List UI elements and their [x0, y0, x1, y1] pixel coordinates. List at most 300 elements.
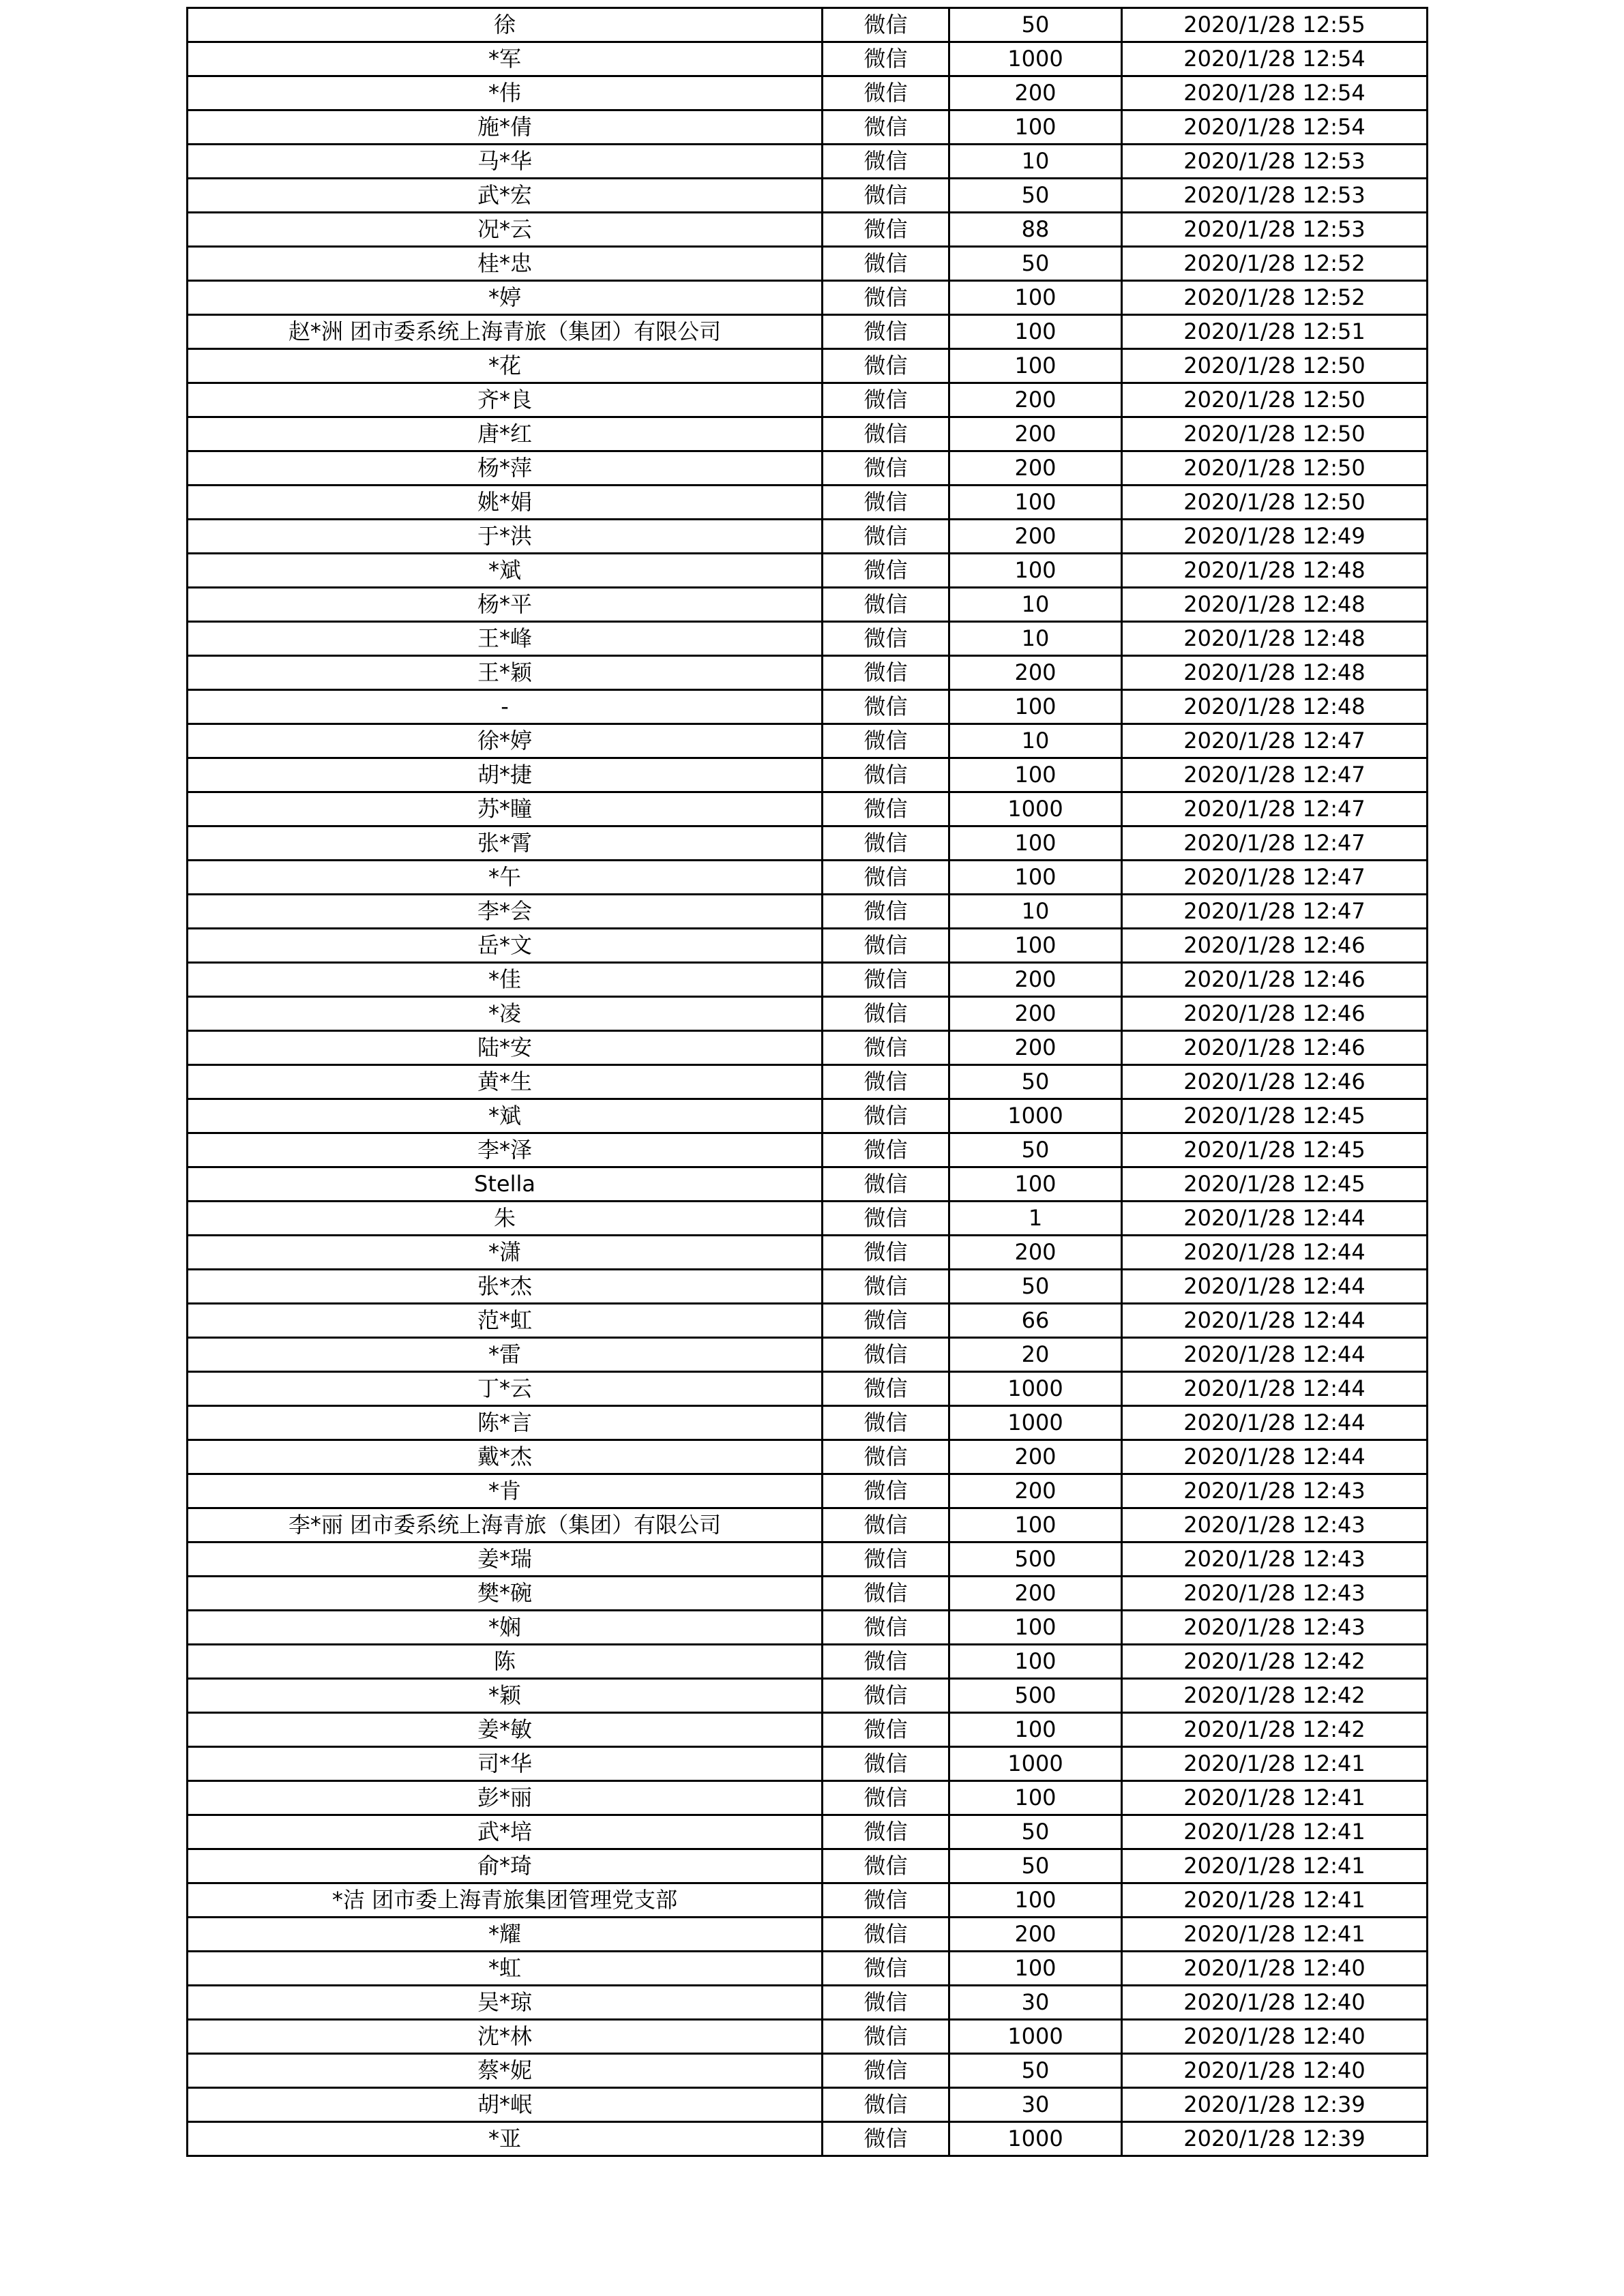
donor-name-cell: 戴*杰 — [188, 1440, 823, 1474]
table-row — [188, 2054, 1428, 2088]
table-row — [188, 8, 1428, 42]
donor-name-cell: 杨*平 — [188, 588, 823, 622]
donation-amount-cell: 100 — [949, 1952, 1122, 1986]
donor-name-cell: *虹 — [188, 1952, 823, 1986]
payment-method-cell: 微信 — [823, 1474, 949, 1508]
table-row — [188, 1440, 1428, 1474]
donation-amount-cell: 30 — [949, 2088, 1122, 2122]
donor-name-cell: 岳*文 — [188, 929, 823, 963]
donation-amount-cell: 100 — [949, 929, 1122, 963]
payment-method-cell: 微信 — [823, 724, 949, 758]
donation-time-cell: 2020/1/28 12:44 — [1122, 1406, 1428, 1440]
payment-method-cell: 微信 — [823, 1099, 949, 1133]
donation-time-cell: 2020/1/28 12:42 — [1122, 1713, 1428, 1747]
table-row — [188, 1372, 1428, 1406]
donation-amount-cell: 50 — [949, 2054, 1122, 2088]
payment-method-cell: 微信 — [823, 1202, 949, 1236]
donor-name-cell: *亚 — [188, 2122, 823, 2156]
donation-time-cell: 2020/1/28 12:43 — [1122, 1577, 1428, 1611]
payment-method-cell: 微信 — [823, 1645, 949, 1679]
donor-name-cell: 陆*安 — [188, 1031, 823, 1065]
payment-method-cell: 微信 — [823, 1304, 949, 1338]
donation-amount-cell: 88 — [949, 213, 1122, 247]
donation-table-body — [188, 8, 1428, 2156]
donation-amount-cell: 50 — [949, 1065, 1122, 1099]
donor-name-cell: *斌 — [188, 1099, 823, 1133]
donation-amount-cell: 1000 — [949, 1099, 1122, 1133]
table-row — [188, 1508, 1428, 1542]
table-row — [188, 656, 1428, 690]
donation-time-cell: 2020/1/28 12:41 — [1122, 1918, 1428, 1952]
donation-amount-cell: 200 — [949, 997, 1122, 1031]
donor-name-cell: *佳 — [188, 963, 823, 997]
donation-amount-cell: 200 — [949, 1577, 1122, 1611]
table-row — [188, 1747, 1428, 1781]
donation-time-cell: 2020/1/28 12:46 — [1122, 1031, 1428, 1065]
donation-time-cell: 2020/1/28 12:42 — [1122, 1645, 1428, 1679]
payment-method-cell: 微信 — [823, 1338, 949, 1372]
donation-time-cell: 2020/1/28 12:47 — [1122, 792, 1428, 826]
donation-time-cell: 2020/1/28 12:40 — [1122, 1986, 1428, 2020]
donation-time-cell: 2020/1/28 12:48 — [1122, 690, 1428, 724]
donation-amount-cell: 10 — [949, 622, 1122, 656]
donor-name-cell: 胡*捷 — [188, 758, 823, 792]
table-row — [188, 1338, 1428, 1372]
table-row — [188, 486, 1428, 520]
donor-name-cell: *耀 — [188, 1918, 823, 1952]
donor-name-cell: 姚*娟 — [188, 486, 823, 520]
donor-name-cell: 于*洪 — [188, 520, 823, 554]
donor-name-cell: *雷 — [188, 1338, 823, 1372]
table-row — [188, 1952, 1428, 1986]
donation-amount-cell: 100 — [949, 1508, 1122, 1542]
donation-time-cell: 2020/1/28 12:44 — [1122, 1270, 1428, 1304]
payment-method-cell: 微信 — [823, 1781, 949, 1815]
table-row — [188, 1031, 1428, 1065]
donation-time-cell: 2020/1/28 12:52 — [1122, 281, 1428, 315]
donation-amount-cell: 100 — [949, 281, 1122, 315]
donor-name-cell: 武*宏 — [188, 179, 823, 213]
donation-time-cell: 2020/1/28 12:44 — [1122, 1372, 1428, 1406]
donation-time-cell: 2020/1/28 12:47 — [1122, 861, 1428, 895]
donation-amount-cell: 10 — [949, 895, 1122, 929]
payment-method-cell: 微信 — [823, 690, 949, 724]
donation-time-cell: 2020/1/28 12:50 — [1122, 417, 1428, 451]
payment-method-cell: 微信 — [823, 929, 949, 963]
payment-method-cell: 微信 — [823, 963, 949, 997]
donation-amount-cell: 1000 — [949, 2122, 1122, 2156]
donation-amount-cell: 100 — [949, 1713, 1122, 1747]
donation-amount-cell: 50 — [949, 1849, 1122, 1883]
donation-time-cell: 2020/1/28 12:43 — [1122, 1508, 1428, 1542]
donor-name-cell: 唐*红 — [188, 417, 823, 451]
donor-name-cell: *颖 — [188, 1679, 823, 1713]
table-row — [188, 1304, 1428, 1338]
donation-amount-cell: 1 — [949, 1202, 1122, 1236]
donation-time-cell: 2020/1/28 12:40 — [1122, 2020, 1428, 2054]
payment-method-cell: 微信 — [823, 213, 949, 247]
donation-time-cell: 2020/1/28 12:49 — [1122, 520, 1428, 554]
donor-name-cell: 陈*言 — [188, 1406, 823, 1440]
donor-name-cell: 陈 — [188, 1645, 823, 1679]
payment-method-cell: 微信 — [823, 145, 949, 179]
donation-amount-cell: 100 — [949, 1611, 1122, 1645]
donation-time-cell: 2020/1/28 12:42 — [1122, 1679, 1428, 1713]
payment-method-cell: 微信 — [823, 281, 949, 315]
donation-time-cell: 2020/1/28 12:44 — [1122, 1440, 1428, 1474]
table-row — [188, 110, 1428, 145]
donor-name-cell: 况*云 — [188, 213, 823, 247]
donation-amount-cell: 100 — [949, 1167, 1122, 1202]
table-row — [188, 383, 1428, 417]
table-row — [188, 588, 1428, 622]
table-row — [188, 247, 1428, 281]
payment-method-cell: 微信 — [823, 861, 949, 895]
table-row — [188, 963, 1428, 997]
payment-method-cell: 微信 — [823, 1713, 949, 1747]
donation-time-cell: 2020/1/28 12:41 — [1122, 1747, 1428, 1781]
donation-amount-cell: 50 — [949, 179, 1122, 213]
donation-time-cell: 2020/1/28 12:47 — [1122, 758, 1428, 792]
payment-method-cell: 微信 — [823, 1577, 949, 1611]
donation-time-cell: 2020/1/28 12:50 — [1122, 349, 1428, 383]
donor-name-cell: 司*华 — [188, 1747, 823, 1781]
donation-time-cell: 2020/1/28 12:50 — [1122, 486, 1428, 520]
payment-method-cell: 微信 — [823, 1952, 949, 1986]
table-row — [188, 792, 1428, 826]
payment-method-cell: 微信 — [823, 656, 949, 690]
table-row — [188, 1986, 1428, 2020]
donation-amount-cell: 200 — [949, 417, 1122, 451]
donor-name-cell: 樊*碗 — [188, 1577, 823, 1611]
payment-method-cell: 微信 — [823, 1508, 949, 1542]
donation-time-cell: 2020/1/28 12:53 — [1122, 145, 1428, 179]
table-row — [188, 520, 1428, 554]
donation-time-cell: 2020/1/28 12:41 — [1122, 1883, 1428, 1918]
donor-name-cell: 桂*忠 — [188, 247, 823, 281]
payment-method-cell: 微信 — [823, 349, 949, 383]
payment-method-cell: 微信 — [823, 110, 949, 145]
donation-amount-cell: 1000 — [949, 1747, 1122, 1781]
table-row — [188, 554, 1428, 588]
donor-name-cell: *凌 — [188, 997, 823, 1031]
donation-time-cell: 2020/1/28 12:43 — [1122, 1542, 1428, 1577]
donor-name-cell: 张*霄 — [188, 826, 823, 861]
donation-amount-cell: 10 — [949, 724, 1122, 758]
donation-time-cell: 2020/1/28 12:52 — [1122, 247, 1428, 281]
payment-method-cell: 微信 — [823, 1372, 949, 1406]
table-row — [188, 826, 1428, 861]
donation-amount-cell: 500 — [949, 1542, 1122, 1577]
donation-amount-cell: 1000 — [949, 1372, 1122, 1406]
donation-amount-cell: 50 — [949, 1815, 1122, 1849]
table-row — [188, 1611, 1428, 1645]
donation-time-cell: 2020/1/28 12:48 — [1122, 588, 1428, 622]
donor-name-cell: 姜*敏 — [188, 1713, 823, 1747]
payment-method-cell: 微信 — [823, 247, 949, 281]
payment-method-cell: 微信 — [823, 486, 949, 520]
donation-amount-cell: 200 — [949, 656, 1122, 690]
table-row — [188, 2122, 1428, 2156]
donation-amount-cell: 200 — [949, 520, 1122, 554]
donation-time-cell: 2020/1/28 12:51 — [1122, 315, 1428, 349]
donation-table — [186, 7, 1428, 2157]
table-row — [188, 281, 1428, 315]
donor-name-cell: 施*倩 — [188, 110, 823, 145]
table-row — [188, 929, 1428, 963]
donation-amount-cell: 30 — [949, 1986, 1122, 2020]
table-row — [188, 417, 1428, 451]
table-row — [188, 758, 1428, 792]
donation-amount-cell: 50 — [949, 1270, 1122, 1304]
payment-method-cell: 微信 — [823, 1167, 949, 1202]
payment-method-cell: 微信 — [823, 792, 949, 826]
payment-method-cell: 微信 — [823, 1747, 949, 1781]
payment-method-cell: 微信 — [823, 42, 949, 76]
donor-name-cell: 武*培 — [188, 1815, 823, 1849]
payment-method-cell: 微信 — [823, 1133, 949, 1167]
donation-amount-cell: 100 — [949, 315, 1122, 349]
donor-name-cell: 俞*琦 — [188, 1849, 823, 1883]
table-row — [188, 1167, 1428, 1202]
donor-name-cell: *肯 — [188, 1474, 823, 1508]
donation-time-cell: 2020/1/28 12:44 — [1122, 1338, 1428, 1372]
table-row — [188, 179, 1428, 213]
payment-method-cell: 微信 — [823, 1679, 949, 1713]
donor-name-cell: *潇 — [188, 1236, 823, 1270]
table-row — [188, 42, 1428, 76]
donation-amount-cell: 100 — [949, 690, 1122, 724]
donation-amount-cell: 200 — [949, 1918, 1122, 1952]
donor-name-cell: *洁 团市委上海青旅集团管理党支部 — [188, 1883, 823, 1918]
donation-time-cell: 2020/1/28 12:44 — [1122, 1304, 1428, 1338]
donation-amount-cell: 100 — [949, 1781, 1122, 1815]
table-row — [188, 861, 1428, 895]
donation-amount-cell: 100 — [949, 1645, 1122, 1679]
table-row — [188, 1781, 1428, 1815]
donation-time-cell: 2020/1/28 12:41 — [1122, 1815, 1428, 1849]
table-row — [188, 1270, 1428, 1304]
donation-amount-cell: 1000 — [949, 1406, 1122, 1440]
payment-method-cell: 微信 — [823, 2054, 949, 2088]
table-row — [188, 1577, 1428, 1611]
payment-method-cell: 微信 — [823, 1815, 949, 1849]
donor-name-cell: *婷 — [188, 281, 823, 315]
donation-amount-cell: 100 — [949, 826, 1122, 861]
payment-method-cell: 微信 — [823, 1236, 949, 1270]
donation-time-cell: 2020/1/28 12:48 — [1122, 554, 1428, 588]
donor-name-cell: 姜*瑞 — [188, 1542, 823, 1577]
donor-name-cell: *娴 — [188, 1611, 823, 1645]
donation-time-cell: 2020/1/28 12:44 — [1122, 1236, 1428, 1270]
donation-amount-cell: 100 — [949, 349, 1122, 383]
payment-method-cell: 微信 — [823, 1065, 949, 1099]
donor-name-cell: 朱 — [188, 1202, 823, 1236]
donation-amount-cell: 10 — [949, 588, 1122, 622]
table-row — [188, 451, 1428, 486]
donation-amount-cell: 1000 — [949, 42, 1122, 76]
payment-method-cell: 微信 — [823, 383, 949, 417]
payment-method-cell: 微信 — [823, 2020, 949, 2054]
donation-time-cell: 2020/1/28 12:44 — [1122, 1202, 1428, 1236]
donation-amount-cell: 100 — [949, 486, 1122, 520]
donation-amount-cell: 50 — [949, 8, 1122, 42]
donor-name-cell: 胡*岷 — [188, 2088, 823, 2122]
donation-amount-cell: 100 — [949, 1883, 1122, 1918]
table-row — [188, 349, 1428, 383]
payment-method-cell: 微信 — [823, 315, 949, 349]
donor-name-cell: 王*颖 — [188, 656, 823, 690]
payment-method-cell: 微信 — [823, 588, 949, 622]
donation-amount-cell: 200 — [949, 963, 1122, 997]
donation-amount-cell: 1000 — [949, 2020, 1122, 2054]
payment-method-cell: 微信 — [823, 758, 949, 792]
table-row — [188, 1406, 1428, 1440]
table-row — [188, 997, 1428, 1031]
table-row — [188, 1713, 1428, 1747]
donation-time-cell: 2020/1/28 12:53 — [1122, 213, 1428, 247]
payment-method-cell: 微信 — [823, 417, 949, 451]
table-row — [188, 1815, 1428, 1849]
payment-method-cell: 微信 — [823, 451, 949, 486]
table-row — [188, 1133, 1428, 1167]
donor-name-cell: Stella — [188, 1167, 823, 1202]
donation-time-cell: 2020/1/28 12:43 — [1122, 1611, 1428, 1645]
donation-amount-cell: 100 — [949, 110, 1122, 145]
table-row — [188, 1099, 1428, 1133]
donor-name-cell: 李*会 — [188, 895, 823, 929]
payment-method-cell: 微信 — [823, 1031, 949, 1065]
donor-name-cell: 马*华 — [188, 145, 823, 179]
donation-amount-cell: 200 — [949, 1236, 1122, 1270]
donation-time-cell: 2020/1/28 12:46 — [1122, 1065, 1428, 1099]
donor-name-cell: 王*峰 — [188, 622, 823, 656]
donation-amount-cell: 200 — [949, 1440, 1122, 1474]
donation-amount-cell: 200 — [949, 383, 1122, 417]
donation-time-cell: 2020/1/28 12:43 — [1122, 1474, 1428, 1508]
donation-amount-cell: 100 — [949, 861, 1122, 895]
table-row — [188, 213, 1428, 247]
donation-time-cell: 2020/1/28 12:53 — [1122, 179, 1428, 213]
donor-name-cell: 苏*瞳 — [188, 792, 823, 826]
payment-method-cell: 微信 — [823, 554, 949, 588]
payment-method-cell: 微信 — [823, 2122, 949, 2156]
donation-time-cell: 2020/1/28 12:48 — [1122, 656, 1428, 690]
table-row — [188, 145, 1428, 179]
donor-name-cell: 齐*良 — [188, 383, 823, 417]
donation-amount-cell: 100 — [949, 554, 1122, 588]
donation-time-cell: 2020/1/28 12:47 — [1122, 826, 1428, 861]
donor-name-cell: 杨*萍 — [188, 451, 823, 486]
payment-method-cell: 微信 — [823, 2088, 949, 2122]
donation-amount-cell: 200 — [949, 451, 1122, 486]
donor-name-cell: *军 — [188, 42, 823, 76]
donor-name-cell: *午 — [188, 861, 823, 895]
donation-amount-cell: 200 — [949, 1031, 1122, 1065]
donation-time-cell: 2020/1/28 12:47 — [1122, 724, 1428, 758]
donation-time-cell: 2020/1/28 12:40 — [1122, 2054, 1428, 2088]
donor-name-cell: *斌 — [188, 554, 823, 588]
donation-time-cell: 2020/1/28 12:50 — [1122, 451, 1428, 486]
donor-name-cell: 沈*林 — [188, 2020, 823, 2054]
table-row — [188, 1645, 1428, 1679]
donation-amount-cell: 500 — [949, 1679, 1122, 1713]
donor-name-cell: 李*丽 团市委系统上海青旅（集团）有限公司 — [188, 1508, 823, 1542]
table-row — [188, 1918, 1428, 1952]
payment-method-cell: 微信 — [823, 8, 949, 42]
donation-amount-cell: 100 — [949, 758, 1122, 792]
donation-time-cell: 2020/1/28 12:40 — [1122, 1952, 1428, 1986]
donation-time-cell: 2020/1/28 12:39 — [1122, 2088, 1428, 2122]
table-row — [188, 315, 1428, 349]
donation-amount-cell: 200 — [949, 1474, 1122, 1508]
payment-method-cell: 微信 — [823, 1270, 949, 1304]
table-row — [188, 1474, 1428, 1508]
donation-time-cell: 2020/1/28 12:41 — [1122, 1849, 1428, 1883]
donation-time-cell: 2020/1/28 12:46 — [1122, 997, 1428, 1031]
donor-name-cell: 徐 — [188, 8, 823, 42]
donation-time-cell: 2020/1/28 12:54 — [1122, 42, 1428, 76]
table-row — [188, 1202, 1428, 1236]
table-row — [188, 724, 1428, 758]
payment-method-cell: 微信 — [823, 1918, 949, 1952]
table-row — [188, 895, 1428, 929]
donation-time-cell: 2020/1/28 12:54 — [1122, 76, 1428, 110]
table-row — [188, 1236, 1428, 1270]
donation-amount-cell: 50 — [949, 247, 1122, 281]
table-row — [188, 1542, 1428, 1577]
donation-amount-cell: 50 — [949, 1133, 1122, 1167]
table-row — [188, 2088, 1428, 2122]
table-row — [188, 1065, 1428, 1099]
donation-time-cell: 2020/1/28 12:45 — [1122, 1099, 1428, 1133]
table-row — [188, 1679, 1428, 1713]
payment-method-cell: 微信 — [823, 1440, 949, 1474]
payment-method-cell: 微信 — [823, 1986, 949, 2020]
payment-method-cell: 微信 — [823, 997, 949, 1031]
payment-method-cell: 微信 — [823, 1542, 949, 1577]
donor-name-cell: 徐*婷 — [188, 724, 823, 758]
donor-name-cell: 蔡*妮 — [188, 2054, 823, 2088]
payment-method-cell: 微信 — [823, 1883, 949, 1918]
donor-name-cell: *伟 — [188, 76, 823, 110]
payment-method-cell: 微信 — [823, 826, 949, 861]
payment-method-cell: 微信 — [823, 1611, 949, 1645]
donation-time-cell: 2020/1/28 12:48 — [1122, 622, 1428, 656]
payment-method-cell: 微信 — [823, 1406, 949, 1440]
table-row — [188, 690, 1428, 724]
table-row — [188, 76, 1428, 110]
donor-name-cell: 张*杰 — [188, 1270, 823, 1304]
donor-name-cell: 李*泽 — [188, 1133, 823, 1167]
table-row — [188, 622, 1428, 656]
donation-time-cell: 2020/1/28 12:41 — [1122, 1781, 1428, 1815]
donation-time-cell: 2020/1/28 12:47 — [1122, 895, 1428, 929]
payment-method-cell: 微信 — [823, 1849, 949, 1883]
donation-amount-cell: 66 — [949, 1304, 1122, 1338]
donor-name-cell: 赵*洲 团市委系统上海青旅（集团）有限公司 — [188, 315, 823, 349]
donor-name-cell: 范*虹 — [188, 1304, 823, 1338]
donation-time-cell: 2020/1/28 12:45 — [1122, 1167, 1428, 1202]
payment-method-cell: 微信 — [823, 520, 949, 554]
donor-name-cell: 黄*生 — [188, 1065, 823, 1099]
payment-method-cell: 微信 — [823, 622, 949, 656]
donation-time-cell: 2020/1/28 12:39 — [1122, 2122, 1428, 2156]
donation-time-cell: 2020/1/28 12:50 — [1122, 383, 1428, 417]
donation-amount-cell: 10 — [949, 145, 1122, 179]
payment-method-cell: 微信 — [823, 895, 949, 929]
table-row — [188, 1849, 1428, 1883]
